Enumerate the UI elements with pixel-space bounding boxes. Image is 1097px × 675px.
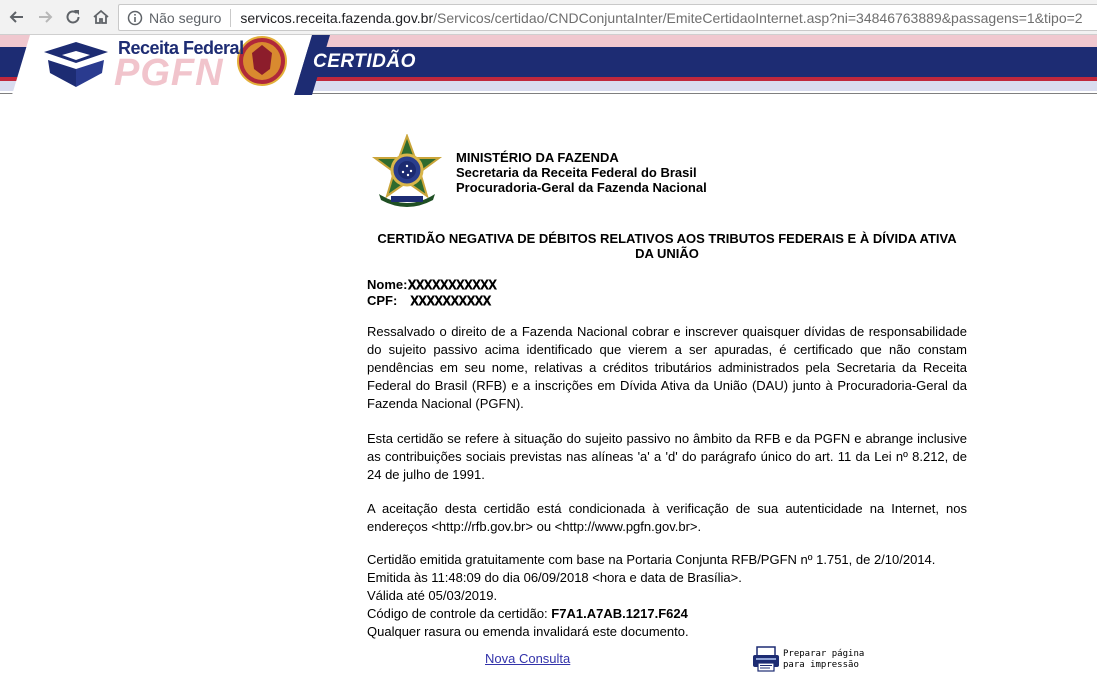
secretariat-name: Secretaria da Receita Federal do Brasil: [456, 165, 697, 180]
procuradoria-name: Procuradoria-Geral da Fazenda Nacional: [456, 180, 707, 195]
paragraph-authenticity: A aceitação desta certidão está condicionada à verificação de sua autenticidade na Internet, nos endereços <http://rfb.gov.br> ou <http://www.pgfn.gov.br>.: [367, 501, 967, 534]
issuer-block: [456, 150, 707, 195]
certificate-title-line2: DA UNIÃO: [635, 246, 699, 261]
home-button[interactable]: [90, 6, 112, 28]
paragraph-scope: Esta certidão se refere à situação do sujeito passivo no âmbito da RFB e da PGFN e abrange inclusive as contribuições sociais previstas nas alíneas 'a' a 'd' do parágrafo único do art. 11 da Lei nº 8.212, de 24 de julho de 1991.: [367, 431, 967, 482]
url-host: servicos.receita.fazenda.gov.br: [240, 9, 434, 26]
cpf-field: [367, 293, 491, 309]
printer-icon: [752, 645, 780, 673]
reload-button[interactable]: [62, 6, 84, 28]
new-query-link[interactable]: Nova Consulta: [485, 651, 571, 666]
control-code-label: Código de controle da certidão:: [367, 606, 552, 621]
print-page-label: [783, 649, 864, 671]
address-divider: [230, 9, 231, 27]
control-code: F7A1.A7AB.1217.F624: [551, 606, 688, 621]
validity-date: Válida até 05/03/2019.: [367, 588, 498, 603]
certificate-title: [367, 231, 967, 261]
print-page-button[interactable]: [752, 645, 872, 675]
arrow-right-icon: [36, 8, 54, 26]
address-bar[interactable]: [118, 4, 1097, 31]
pgfn-emblem-icon: [238, 37, 286, 85]
cpf-label: CPF:: [367, 293, 398, 308]
security-label: Não seguro: [149, 9, 222, 26]
print-label-line1: Preparar página: [783, 649, 865, 659]
paragraph-certification: Ressalvado o direito de a Fazenda Nacional cobrar e inscrever quaisquer dívidas de responsabilidade do sujeito passivo acima identificado que vierem a ser apuradas, é certificado que não constam pendências em seu nome, relativas a créditos tributários administrados pela Secretaria da Receita Federal do Brasil (RFB) e a inscrições em Dívida Ativa da União (DAU) junto à Procuradoria-Geral da Fazenda Nacional (PGFN).: [367, 324, 967, 411]
back-button[interactable]: [6, 6, 28, 28]
certificate-title-line1: CERTIDÃO NEGATIVA DE DÉBITOS RELATIVOS AOS TRIBUTOS FEDERAIS E À DÍVIDA ATIVA: [377, 231, 957, 246]
issuance-datetime: Emitida às 11:48:09 do dia 06/09/2018 <hora e data de Brasília>.: [367, 570, 742, 585]
issuance-basis: Certidão emitida gratuitamente com base na Portaria Conjunta RFB/PGFN nº 1.751, de 2/10/2014.: [367, 552, 936, 567]
control-code-line: [367, 605, 688, 623]
arrow-left-icon: [8, 8, 26, 26]
validity-warning: Qualquer rasura ou emenda invalidará este documento.: [367, 624, 689, 639]
reload-icon: [64, 8, 82, 26]
name-label: Nome:: [367, 277, 408, 292]
info-icon[interactable]: [127, 10, 143, 26]
site-banner: [0, 35, 1097, 95]
forward-button[interactable]: [34, 6, 56, 28]
name-field: [367, 277, 496, 293]
logo-receita-federal-text: Receita Federal: [118, 38, 244, 58]
browser-toolbar: [0, 0, 1097, 35]
ministry-name: MINISTÉRIO DA FAZENDA: [456, 150, 619, 165]
url-path: /Servicos/certidao/CNDConjuntaInter/EmiteCertidaoInternet.asp?ni=34846763889&passagens=1&tipo=2: [433, 9, 1083, 26]
home-icon: [92, 8, 110, 26]
cpf-value: XXXXXXXXXX: [409, 293, 491, 309]
name-value: XXXXXXXXXXX: [407, 277, 497, 293]
brazil-coat-of-arms-icon: [371, 134, 443, 210]
print-label-line2: para impressão: [783, 660, 859, 670]
banner-title: CERTIDÃO: [313, 51, 416, 72]
logo-pgfn-text: PGFN: [114, 52, 224, 94]
